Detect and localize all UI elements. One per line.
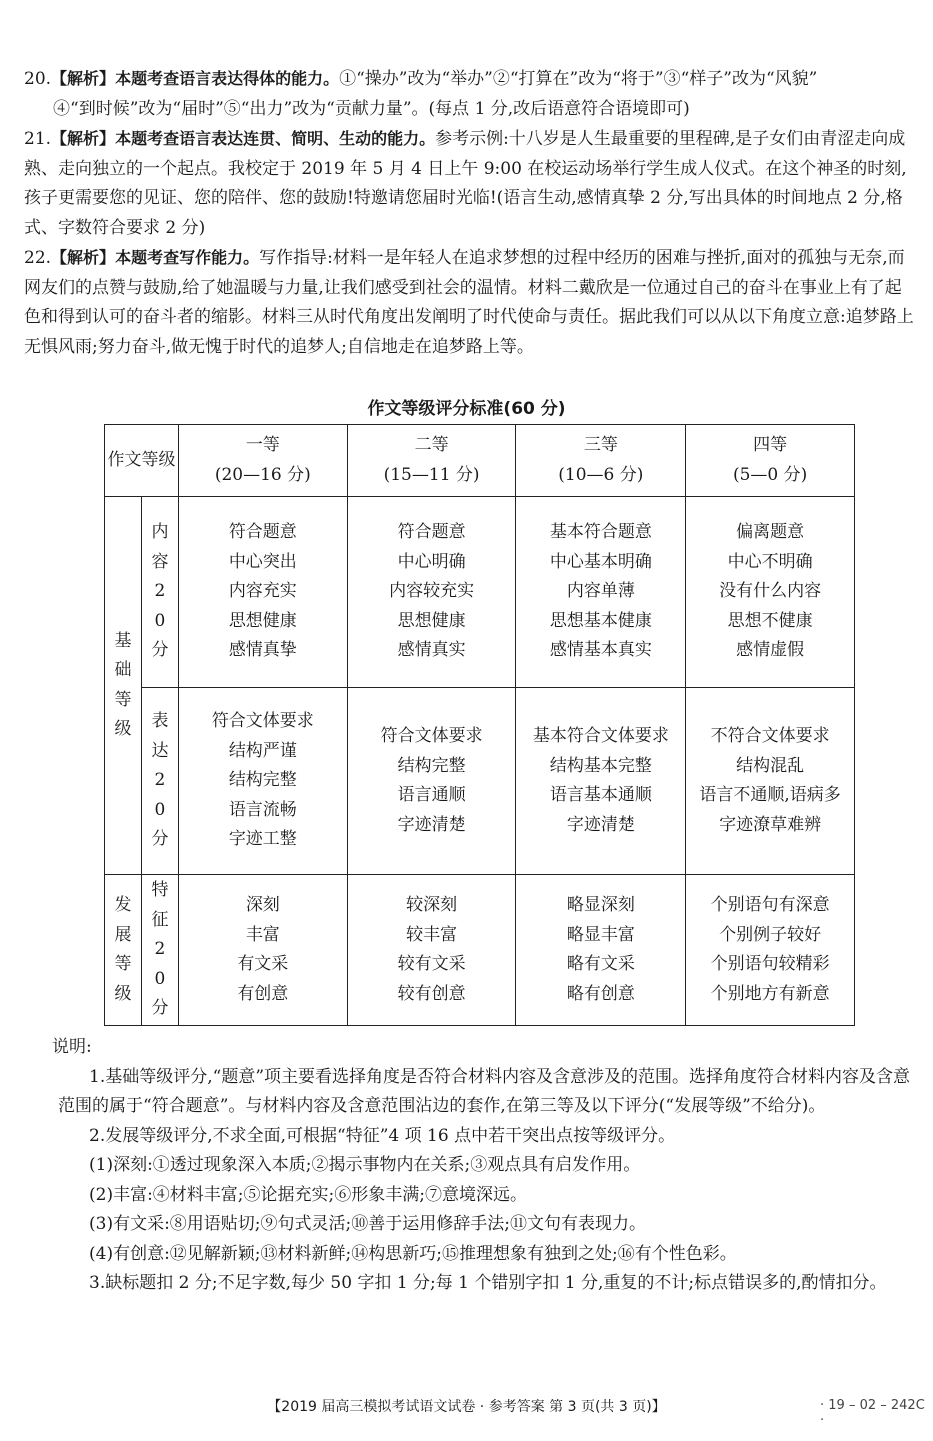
content-cell: 符合题意 中心明确 内容较充实 思想健康 感情真实 (347, 497, 516, 688)
question-lead: 本题考查语言表达连贯、简明、生动的能力。 (115, 129, 436, 148)
notes-heading: 说明: (52, 1037, 92, 1057)
grade-range: (5—0 分) (732, 464, 808, 485)
feature-label: 特征20分 (141, 875, 178, 1026)
note-2-item: (1)深刻:①透过现象深入本质;②揭示事物内在关系;③观点具有启发作用。 (89, 1155, 641, 1175)
grade-name: 一等 (245, 435, 280, 455)
footer-code: · 19 – 02 – 242C · (820, 1398, 925, 1428)
grade-name: 三等 (583, 435, 618, 455)
expression-label: 表达20分 (141, 688, 178, 875)
development-level-label: 发展等级 (105, 875, 142, 1026)
feature-cell: 略显深刻 略显丰富 略有文采 略有创意 (516, 875, 686, 1026)
grade-header (686, 425, 855, 497)
grade-header (178, 425, 347, 497)
answer-text: 写作指导:材料一是年轻人在追求梦想的过程中经历的困难与挫折,面对的孤独与无奈,而网友们的点赞与鼓励,给了她温暖与力量,让我们感受到社会的温情。材料二戴欣是一位通过自己的奋斗在事业上有了起色和得到认可的奋斗者的缩影。材料三从时代角度出发阐明了时代使命与责任。据此我们可以从以下角度立意:追梦路上无惧风雨;努力奋斗,做无愧于时代的追梦人;自信地走在追梦路上等。 (24, 248, 914, 357)
question-22 (24, 243, 914, 362)
answer-text: 参考示例:十八岁是人生最重要的里程碑,是子女们由青涩走向成熟、走向独立的一个起点。我校定于 2019 年 5 月 4 日上午 9:00 在校运动场举行学生成人仪式。在这个神圣的时刻,孩子更需要您的见证、您的陪伴、您的鼓励!特邀请您届时光临!(语言生动,感情真挚 2 分,写出具体的时间地点 2 分,格式、字数符合要求 2 分) (24, 129, 907, 238)
question-21 (24, 124, 914, 243)
feature-cell: 较深刻 较丰富 较有文采 较有创意 (347, 875, 516, 1026)
grade-range: (20—16 分) (214, 464, 311, 485)
content-cell: 基本符合题意 中心基本明确 内容单薄 思想基本健康 感情基本真实 (516, 497, 686, 688)
analysis-tag: 【解析】 (51, 69, 116, 88)
notes-section (52, 1033, 913, 1299)
grade-name: 四等 (753, 435, 788, 455)
note-2-item: (2)丰富:④材料丰富;⑤论据充实;⑥形象丰满;⑦意境深远。 (89, 1184, 527, 1205)
note-2-item: (4)有创意:⑫见解新颖;⑬材料新鲜;⑭构思新巧;⑮推理想象有独到之处;⑯有个性色彩。 (89, 1243, 737, 1264)
answer-line-1: ①“操办”改为“举办”②“打算在”改为“将于”③“样子”改为“风貌” (339, 69, 818, 89)
content-label: 内容20分 (141, 497, 178, 688)
question-number: 20. (24, 69, 52, 89)
grade-header (347, 425, 516, 497)
grading-table (104, 424, 855, 1026)
question-lead: 本题考查写作能力。 (115, 248, 260, 267)
expression-cell: 基本符合文体要求 结构基本完整 语言基本通顺 字迹清楚 (516, 688, 686, 875)
content-cell: 符合题意 中心突出 内容充实 思想健康 感情真挚 (178, 497, 347, 688)
expression-cell: 符合文体要求 结构完整 语言通顺 字迹清楚 (347, 688, 516, 875)
page-footer: 【2019 届高三模拟考试语文试卷 · 参考答案 第 3 页(共 3 页)】 (267, 1399, 666, 1415)
table-title: 作文等级评分标准(60 分) (367, 399, 566, 419)
question-lead: 本题考查语言表达得体的能力。 (115, 69, 340, 88)
analysis-tag: 【解析】 (51, 248, 116, 267)
grade-header (516, 425, 686, 497)
feature-cell: 个别语句有深意 个别例子较好 个别语句较精彩 个别地方有新意 (686, 875, 855, 1026)
question-number: 21. (24, 129, 52, 149)
watermark: ​ (167, 190, 193, 364)
question-number: 22. (24, 248, 52, 268)
note-1: 1.基础等级评分,“题意”项主要看选择角度是否符合材料内容及含意涉及的范围。选择角度符合材料内容及含意范围的属于“符合题意”。与材料内容及含意范围沾边的套作,在第三等及以下评分(“发展等级”不给分)。 (58, 1066, 911, 1116)
analysis-tag: 【解析】 (51, 129, 116, 148)
grade-range: (15—11 分) (383, 464, 480, 485)
basic-level-label: 基础等级 (105, 497, 142, 875)
answer-line-2: ④“到时候”改为“届时”⑤“出力”改为“贡献力量”。(每点 1 分,改后语意符合语境即可) (53, 98, 690, 119)
note-3: 3.缺标题扣 2 分;不足字数,每少 50 字扣 1 分;每 1 个错别字扣 1 分,重复的不计;标点错误多的,酌情扣分。 (89, 1273, 887, 1293)
question-20 (24, 64, 914, 124)
note-2-item: (3)有文采:⑧用语贴切;⑨句式灵活;⑩善于运用修辞手法;⑪文句有表现力。 (89, 1214, 646, 1234)
feature-cell: 深刻 丰富 有文采 有创意 (178, 875, 347, 1026)
note-2: 2.发展等级评分,不求全面,可根据“特征”4 项 16 点中若干突出点按等级评分。 (89, 1125, 676, 1146)
expression-cell: 不符合文体要求 结构混乱 语言不通顺,语病多 字迹潦草难辨 (686, 688, 855, 875)
content-cell: 偏离题意 中心不明确 没有什么内容 思想不健康 感情虚假 (686, 497, 855, 688)
header-label: 作文等级 (105, 425, 179, 497)
grade-name: 二等 (414, 435, 449, 455)
grade-range: (10—6 分) (558, 464, 644, 485)
expression-cell: 符合文体要求 结构严谨 结构完整 语言流畅 字迹工整 (178, 688, 347, 875)
